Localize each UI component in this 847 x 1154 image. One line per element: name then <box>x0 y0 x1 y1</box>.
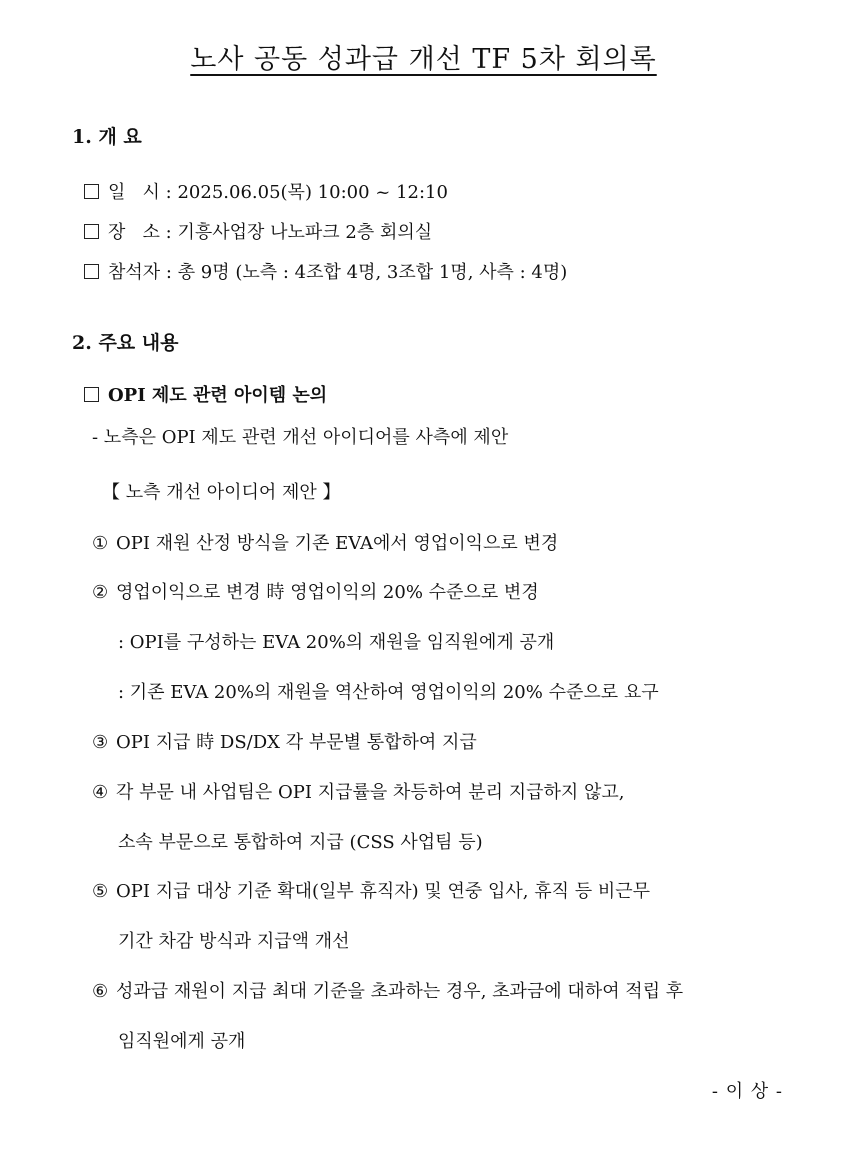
item-text: OPI 지급 대상 기준 확대(일부 휴직자) 및 연중 입사, 휴직 등 비근무 <box>116 881 650 902</box>
overview-label: 참석자 <box>108 262 161 283</box>
item-marker: ③ <box>92 732 109 753</box>
item-subline: : OPI를 구성하는 EVA 20%의 재원을 임직원에게 공개 <box>118 632 555 653</box>
list-item <box>92 531 558 557</box>
list-item <box>92 879 650 905</box>
item-subline: : 기존 EVA 20%의 재원을 역산하여 영업이익의 20% 수준으로 요구 <box>118 682 659 703</box>
list-item <box>92 979 683 1005</box>
section-main-heading: 2. 주요 내용 <box>72 332 179 354</box>
overview-value: 2025.06.05(목) 10:00 ~ 12:10 <box>177 182 448 203</box>
overview-value: 총 9명 (노측 : 4조합 4명, 3조합 1명, 사측 : 4명) <box>177 262 568 283</box>
item-marker: ⑤ <box>92 881 109 902</box>
overview-label: 일 시 <box>108 182 160 203</box>
item-subline: 소속 부문으로 통합하여 지급 (CSS 사업팀 등) <box>118 832 483 853</box>
checkbox-square-icon <box>84 387 99 402</box>
overview-row-place: 장 소 : 기흥사업장 나노파크 2층 회의실 <box>84 220 432 246</box>
item-text: 영업이익으로 변경 時 영업이익의 20% 수준으로 변경 <box>116 582 539 603</box>
proposal-title: 【 노측 개선 아이디어 제안 】 <box>102 482 341 503</box>
document-title: 노사 공동 성과급 개선 TF 5차 회의록 <box>190 44 657 75</box>
item-subline: 임직원에게 공개 <box>118 1031 246 1052</box>
item-text: 각 부문 내 사업팀은 OPI 지급률을 차등하여 분리 지급하지 않고, <box>116 782 625 803</box>
list-item <box>92 780 625 806</box>
item-subline: 기간 차감 방식과 지급액 개선 <box>118 931 350 952</box>
topic-line <box>84 383 327 409</box>
item-text: OPI 재원 산정 방식을 기존 EVA에서 영업이익으로 변경 <box>116 533 559 554</box>
overview-label: 장 소 <box>108 222 160 243</box>
topic-text: OPI 제도 관련 아이템 논의 <box>108 385 328 406</box>
checkbox-square-icon <box>84 184 99 199</box>
list-item <box>92 730 477 756</box>
section-overview-heading: 1. 개 요 <box>72 126 142 148</box>
item-marker: ② <box>92 582 109 603</box>
checkbox-square-icon <box>84 264 99 279</box>
item-text: OPI 지급 時 DS/DX 각 부문별 통합하여 지급 <box>116 732 477 753</box>
checkbox-square-icon <box>84 224 99 239</box>
overview-row-attendees: 참석자 : 총 9명 (노측 : 4조합 4명, 3조합 1명, 사측 : 4명) <box>84 260 567 286</box>
item-marker: ⑥ <box>92 981 109 1002</box>
overview-value: 기흥사업장 나노파크 2층 회의실 <box>177 222 433 243</box>
overview-row-date: 일 시 : 2025.06.05(목) 10:00 ~ 12:10 <box>84 180 448 206</box>
item-text: 성과급 재원이 지급 최대 기준을 초과하는 경우, 초과금에 대하여 적립 후 <box>116 981 684 1002</box>
closing-mark: - 이 상 - <box>711 1081 783 1102</box>
list-item <box>92 580 539 606</box>
item-marker: ④ <box>92 782 109 803</box>
summary-line: - 노측은 OPI 제도 관련 개선 아이디어를 사측에 제안 <box>92 427 509 448</box>
item-marker: ① <box>92 533 109 554</box>
